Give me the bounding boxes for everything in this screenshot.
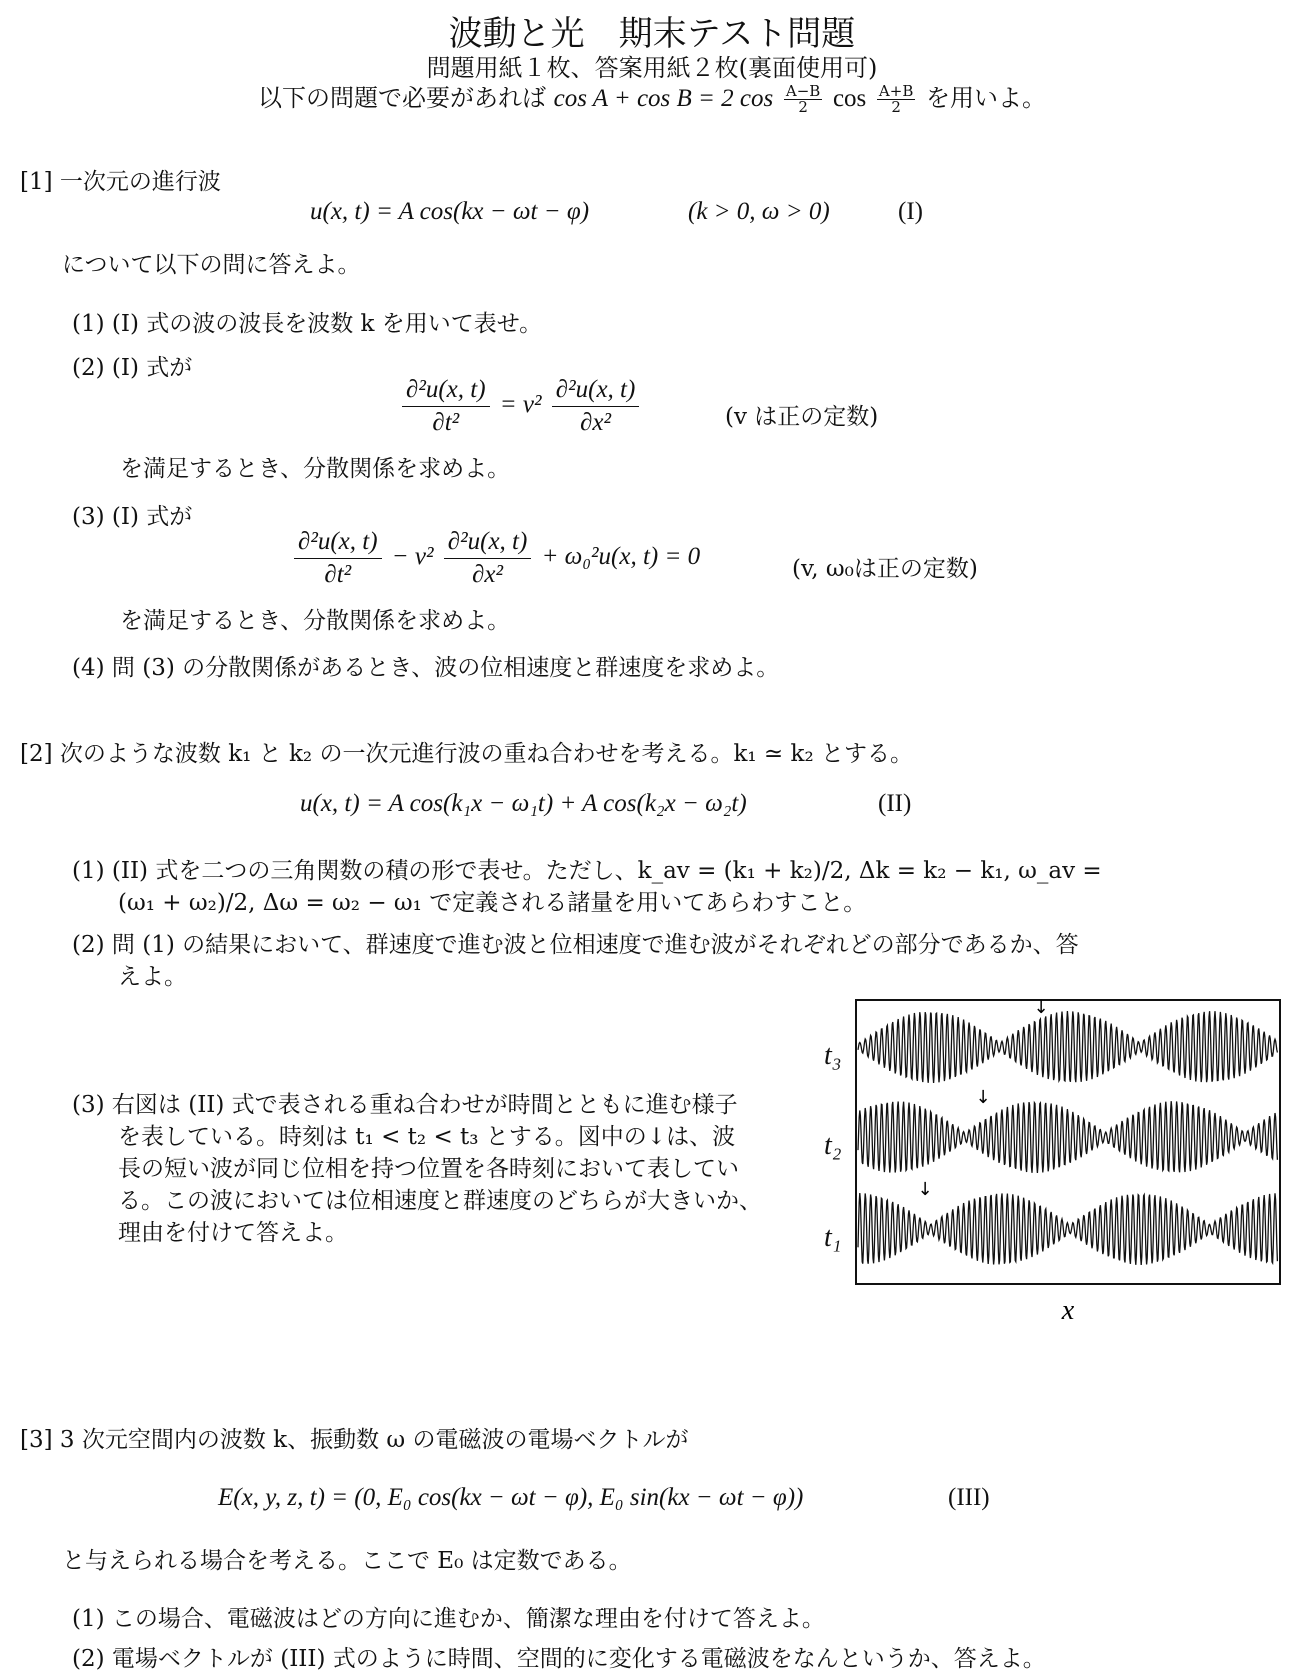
phase-arrow-icon: ↓ — [917, 1179, 933, 1200]
trace-t2 — [858, 1101, 1277, 1173]
term-b-denominator: ∂x² — [472, 561, 504, 588]
equation-I-condition: (k > 0, ω > 0) — [688, 198, 830, 225]
equation-klein-gordon-note: (v, ω₀は正の定数) — [792, 556, 978, 582]
equation-III: E(x, y, z, t) = (0, E₀ cos(kx − ωt − φ), E₀ sin(kx − ωt − φ)) — [218, 1484, 804, 1511]
wave-packet-figure — [853, 997, 1283, 1327]
problem-2-q3-line5: 理由を付けて答えよ。 — [118, 1220, 348, 1246]
t3-label: t₃ — [824, 1040, 842, 1071]
hint-formula: cos A + cos B = 2 cos — [553, 85, 774, 112]
q-text-line1: 問 (1) の結果において、群速度で進む波と位相速度で進む波がそれぞれどの部分であるか、答 — [111, 932, 1079, 958]
trace-t3 — [858, 1011, 1277, 1083]
term-a-fraction — [294, 528, 382, 589]
problem-3-number: [3] — [20, 1427, 53, 1453]
problem-3-heading: 3 次元空間内の波数 k、振動数 ω の電磁波の電場ベクトルが — [59, 1427, 689, 1453]
problem-2-heading: 次のような波数 k₁ と k₂ の一次元進行波の重ね合わせを考える。k₁ ≃ k₂ とする。 — [59, 741, 913, 767]
problem-2-q1-line2: (ω₁ + ω₂)/2, Δω = ω₂ − ω₁ で定義される諸量を用いてあらわすこと。 — [118, 890, 867, 916]
q-number: (1) — [72, 858, 105, 884]
t2-label: t₂ — [824, 1130, 842, 1161]
term-a-numerator: ∂²u(x, t) — [294, 528, 382, 559]
formula-hint — [0, 78, 1304, 115]
problem-2-q3-line4: る。この波においては位相速度と群速度のどちらが大きいか、 — [118, 1188, 762, 1214]
hint-fraction-2 — [877, 84, 915, 115]
problem-1-header — [20, 163, 221, 196]
problem-2-q1 — [72, 852, 1102, 885]
lhs-denominator: ∂t² — [432, 409, 460, 436]
problem-3-q1 — [72, 1600, 825, 1633]
rhs-fraction — [552, 376, 640, 437]
minus-v2: − v² — [391, 543, 434, 571]
q-text: この場合、電磁波はどの方向に進むか、簡潔な理由を付けて答えよ。 — [111, 1606, 825, 1632]
lhs-numerator: ∂²u(x, t) — [402, 376, 490, 407]
q-text-line1: (II) 式を二つの三角関数の積の形で表せ。ただし、k_av = (k₁ + k₂)/2, Δk = k₂ − k₁, ω_av = — [111, 858, 1102, 884]
hint-suffix: を用いよ。 — [926, 84, 1046, 112]
rhs-denominator: ∂x² — [580, 409, 612, 436]
q-number: (1) — [72, 1606, 105, 1632]
rhs-numerator: ∂²u(x, t) — [552, 376, 640, 407]
problem-1-q3-tail: を満足するとき、分散関係を求めよ。 — [120, 608, 511, 634]
exam-title: 波動と光 期末テスト問題 — [448, 14, 856, 54]
q-number: (2) — [72, 1646, 105, 1672]
problem-3-intro: と与えられる場合を考える。ここで E₀ は定数である。 — [62, 1548, 632, 1574]
problem-1-heading: 一次元の進行波 — [59, 169, 221, 195]
problem-1-intro: について以下の問に答えよ。 — [62, 252, 361, 278]
term-a-denominator: ∂t² — [324, 561, 352, 588]
term-b-fraction — [444, 528, 532, 589]
equation-III-label: (III) — [948, 1484, 990, 1511]
hint-frac2-numerator: A+B — [878, 82, 914, 100]
equation-klein-gordon — [290, 528, 700, 589]
q-number: (4) — [72, 655, 105, 681]
hint-prefix: 以下の問題で必要があれば — [257, 84, 546, 112]
hint-frac2-denominator: 2 — [891, 98, 901, 116]
hint-fraction-1 — [784, 84, 822, 115]
q-number: (2) — [72, 932, 105, 958]
q-number: (3) — [72, 1092, 105, 1118]
problem-1-q4 — [72, 649, 779, 682]
problem-1-q1 — [72, 305, 542, 338]
trace-t1 — [858, 1193, 1277, 1265]
x-axis-label: x — [1061, 1295, 1075, 1326]
equation-wave — [398, 376, 643, 437]
problem-2-q3 — [72, 1086, 738, 1119]
t1-label: t₁ — [824, 1222, 842, 1253]
problem-1-q3 — [72, 498, 192, 531]
problem-2-number: [2] — [20, 741, 53, 767]
problem-2-q3-line3: 長の短い波が同じ位相を持つ位置を各時刻において表してい — [118, 1156, 739, 1182]
problem-2-header — [20, 735, 913, 768]
term-b-numerator: ∂²u(x, t) — [444, 528, 532, 559]
phase-arrow-icon: ↓ — [1033, 997, 1049, 1018]
equation-I-label: (I) — [898, 198, 923, 225]
problem-2-q3-line2: を表している。時刻は t₁ < t₂ < t₃ とする。図中の↓は、波 — [118, 1124, 736, 1150]
lhs-fraction — [402, 376, 490, 437]
wave-traces — [858, 1011, 1277, 1265]
problem-1-number: [1] — [20, 169, 53, 195]
q-text-line1: 右図は (II) 式で表される重ね合わせが時間とともに進む様子 — [111, 1092, 738, 1118]
hint-cos: cos — [832, 85, 867, 112]
equals-v2: = v² — [499, 391, 542, 419]
q-text: (I) 式の波の波長を波数 k を用いて表せ。 — [111, 311, 543, 337]
exam-subtitle: 問題用紙１枚、答案用紙２枚(裏面使用可) — [426, 54, 878, 82]
q-text: 電場ベクトルが (III) 式のように時間、空間的に変化する電磁波をなんというか、答えよ。 — [111, 1646, 1046, 1672]
equation-I: u(x, t) = A cos(kx − ωt − φ) — [310, 198, 590, 225]
q-text: (I) 式が — [111, 504, 193, 530]
q-number: (1) — [72, 311, 105, 337]
problem-2-q2 — [72, 926, 1079, 959]
problem-1-q2 — [72, 349, 192, 382]
equation-II-label: (II) — [878, 790, 912, 817]
q-text: (I) 式が — [111, 355, 193, 381]
q-text: 問 (3) の分散関係があるとき、波の位相速度と群速度を求めよ。 — [111, 655, 780, 681]
phase-arrow-icon: ↓ — [975, 1087, 991, 1108]
problem-1-q2-tail: を満足するとき、分散関係を求めよ。 — [120, 456, 511, 482]
problem-3-header — [20, 1421, 688, 1454]
q-number: (3) — [72, 504, 105, 530]
hint-frac1-numerator: A−B — [785, 82, 821, 100]
term-c: + ω₀²u(x, t) = 0 — [541, 543, 701, 571]
problem-3-q2 — [72, 1640, 1046, 1673]
q-number: (2) — [72, 355, 105, 381]
hint-frac1-denominator: 2 — [798, 98, 808, 116]
problem-2-q2-line2: えよ。 — [118, 964, 187, 990]
equation-II: u(x, t) = A cos(k₁x − ω₁t) + A cos(k₂x − ω₂t) — [300, 790, 747, 817]
equation-wave-note: (v は正の定数) — [725, 404, 879, 430]
